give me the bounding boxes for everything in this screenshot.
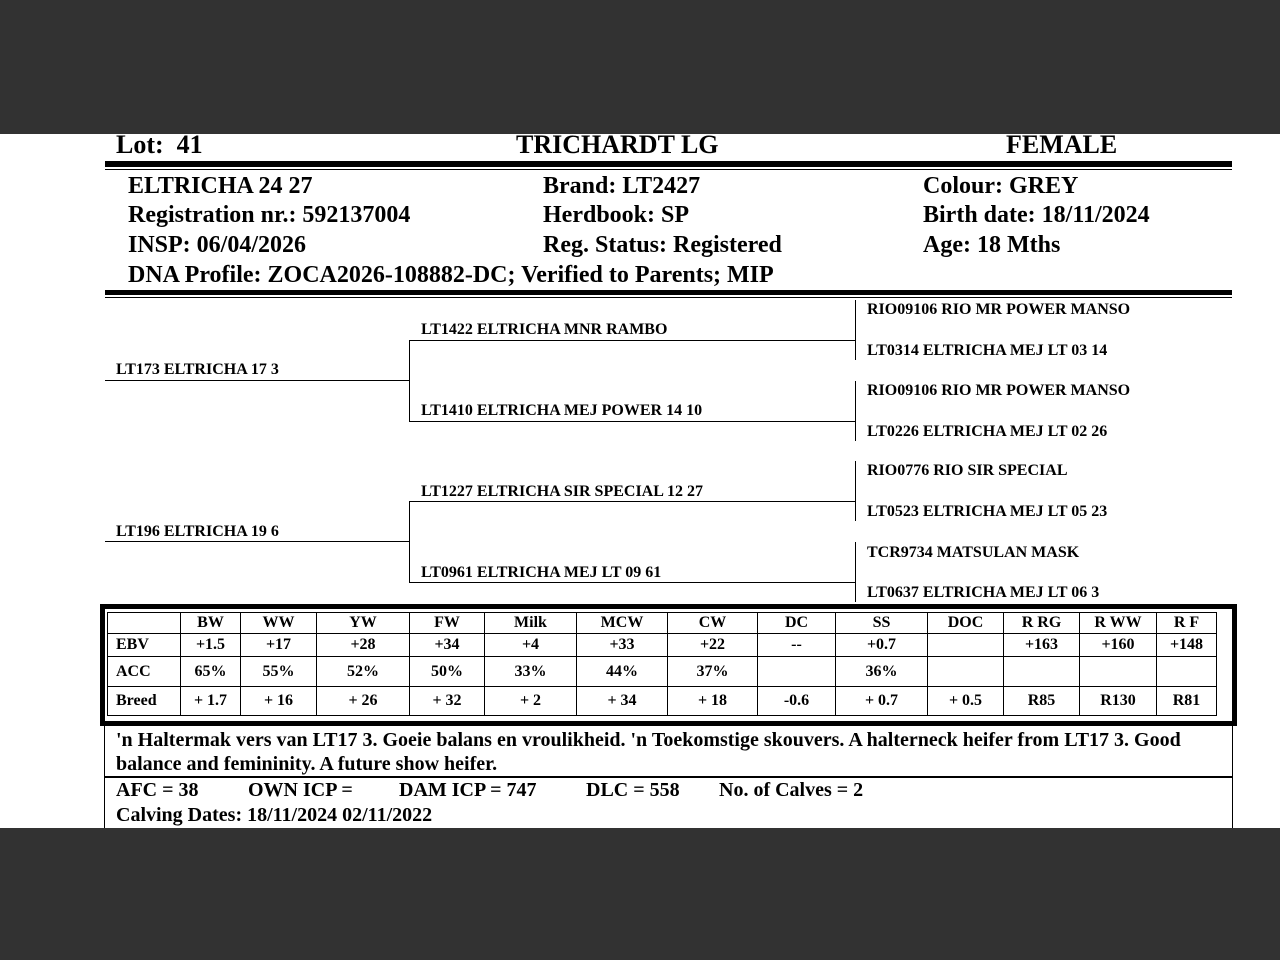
- g3-bracket-3: [855, 461, 856, 521]
- comment-text: 'n Haltermak vers van LT17 3. Goeie balans en vroulikheid. 'n Toekomstige skouvers. A halterneck heifer from LT17 3. Good balance and femininity. A future show heifer.: [116, 729, 1181, 775]
- registration-number: Registration nr.: 592137004: [128, 202, 411, 228]
- inspection-date: INSP: 06/04/2026: [128, 232, 307, 258]
- comment-box: [104, 726, 1233, 777]
- ebv-col-header: [108, 613, 181, 634]
- ebv-col-header: SS: [836, 613, 928, 634]
- ebv-cell: +0.7: [836, 634, 928, 657]
- breed-cell: R85: [1004, 687, 1080, 716]
- header-rule-thick: [105, 161, 1232, 167]
- acc-cell: 55%: [241, 657, 317, 687]
- ebv-col-header: DC: [758, 613, 836, 634]
- breed-cell: R130: [1080, 687, 1157, 716]
- ebv-cell: [928, 634, 1004, 657]
- ebv-cell: --: [758, 634, 836, 657]
- sire-dam-line: [409, 421, 855, 422]
- row-label: ACC: [108, 657, 181, 687]
- breed-row: [108, 687, 1217, 716]
- breed-cell: -0.6: [758, 687, 836, 716]
- ebv-cell: +160: [1080, 634, 1157, 657]
- ebv-cell: +17: [241, 634, 317, 657]
- birth-date: Birth date: 18/11/2024: [923, 202, 1150, 228]
- g3-ancestor-4: LT0226 ELTRICHA MEJ LT 02 26: [867, 423, 1108, 440]
- dam-sire-line: [409, 501, 855, 502]
- dam-icp: DAM ICP = 747: [399, 779, 537, 801]
- breed-cell: + 1.7: [181, 687, 241, 716]
- sire-dam-name: LT1410 ELTRICHA MEJ POWER 14 10: [421, 402, 703, 419]
- ebv-cell: +34: [410, 634, 485, 657]
- acc-row: [108, 657, 1217, 687]
- breed-cell: + 0.5: [928, 687, 1004, 716]
- dlc: DLC = 558: [586, 779, 680, 801]
- own-icp: OWN ICP =: [248, 779, 353, 801]
- ebv-col-header: Milk: [485, 613, 577, 634]
- dam-bracket: [409, 501, 410, 582]
- breeder-name: TRICHARDT LG: [516, 130, 719, 159]
- sire-sire-name: LT1422 ELTRICHA MNR RAMBO: [421, 321, 668, 338]
- ebv-col-header: WW: [241, 613, 317, 634]
- g3-ancestor-2: LT0314 ELTRICHA MEJ LT 03 14: [867, 342, 1108, 359]
- footer-box: [104, 777, 1233, 828]
- ebv-cell: +148: [1157, 634, 1217, 657]
- acc-cell: 52%: [317, 657, 410, 687]
- dam-line: [105, 541, 409, 542]
- acc-cell: [758, 657, 836, 687]
- ebv-col-header: FW: [410, 613, 485, 634]
- ebv-col-header: R WW: [1080, 613, 1157, 634]
- acc-cell: 37%: [668, 657, 758, 687]
- g3-ancestor-8: LT0637 ELTRICHA MEJ LT 06 3: [867, 584, 1100, 601]
- g3-ancestor-6: LT0523 ELTRICHA MEJ LT 05 23: [867, 503, 1108, 520]
- breed-cell: + 26: [317, 687, 410, 716]
- ebv-col-header: R RG: [1004, 613, 1080, 634]
- breed-cell: + 34: [577, 687, 668, 716]
- ebv-col-header: R F: [1157, 613, 1217, 634]
- acc-cell: 33%: [485, 657, 577, 687]
- acc-cell: [1157, 657, 1217, 687]
- lot-label: Lot: 41: [116, 130, 203, 159]
- breed-cell: + 18: [668, 687, 758, 716]
- ebv-col-header: DOC: [928, 613, 1004, 634]
- breed-cell: + 32: [410, 687, 485, 716]
- details-rule-thick: [105, 290, 1232, 295]
- ebv-cell: +28: [317, 634, 410, 657]
- ebv-col-header: BW: [181, 613, 241, 634]
- dam-name: LT196 ELTRICHA 19 6: [116, 523, 279, 540]
- acc-cell: [1080, 657, 1157, 687]
- ebv-cell: +4: [485, 634, 577, 657]
- ebv-row: [108, 634, 1217, 657]
- ebv-col-header: CW: [668, 613, 758, 634]
- dam-sire-name: LT1227 ELTRICHA SIR SPECIAL 12 27: [421, 483, 704, 500]
- sire-sire-line: [409, 340, 855, 341]
- g3-ancestor-7: TCR9734 MATSULAN MASK: [867, 544, 1080, 561]
- lot-page: [0, 130, 1280, 828]
- age: Age: 18 Mths: [923, 232, 1061, 258]
- header-rule-thin: [105, 169, 1232, 170]
- brand: Brand: LT2427: [543, 173, 701, 199]
- g3-ancestor-5: RIO0776 RIO SIR SPECIAL: [867, 462, 1068, 479]
- lot-number: 41: [176, 130, 203, 159]
- g3-bracket-2: [855, 381, 856, 441]
- dna-profile: DNA Profile: ZOCA2026-108882-DC; Verified to Parents; MIP: [128, 262, 774, 288]
- calving-dates: Calving Dates: 18/11/2024 02/11/2022: [116, 804, 433, 826]
- ebv-table: [107, 612, 1217, 716]
- ebv-col-header: MCW: [577, 613, 668, 634]
- colour: Colour: GREY: [923, 173, 1079, 199]
- g3-ancestor-1: RIO09106 RIO MR POWER MANSO: [867, 301, 1131, 318]
- breed-cell: + 16: [241, 687, 317, 716]
- ebv-col-header: YW: [317, 613, 410, 634]
- sire-bracket: [409, 340, 410, 421]
- dam-dam-name: LT0961 ELTRICHA MEJ LT 09 61: [421, 564, 662, 581]
- acc-cell: [1004, 657, 1080, 687]
- breed-cell: + 0.7: [836, 687, 928, 716]
- sire-name: LT173 ELTRICHA 17 3: [116, 361, 279, 378]
- acc-cell: 50%: [410, 657, 485, 687]
- acc-cell: 65%: [181, 657, 241, 687]
- dam-dam-line: [409, 582, 855, 583]
- g3-ancestor-3: RIO09106 RIO MR POWER MANSO: [867, 382, 1131, 399]
- sex-label: FEMALE: [1006, 130, 1118, 159]
- breed-cell: R81: [1157, 687, 1217, 716]
- afc: AFC = 38: [116, 779, 199, 801]
- row-label: Breed: [108, 687, 181, 716]
- g3-bracket-1: [855, 300, 856, 360]
- animal-name: ELTRICHA 24 27: [128, 173, 313, 199]
- acc-cell: [928, 657, 1004, 687]
- ebv-header-row: [108, 613, 1217, 634]
- ebv-cell: +22: [668, 634, 758, 657]
- details-rule-thin: [105, 297, 1232, 298]
- acc-cell: 36%: [836, 657, 928, 687]
- g3-bracket-4: [855, 542, 856, 602]
- acc-cell: 44%: [577, 657, 668, 687]
- number-of-calves: No. of Calves = 2: [719, 779, 864, 801]
- ebv-cell: +163: [1004, 634, 1080, 657]
- sire-line: [105, 380, 409, 381]
- row-label: EBV: [108, 634, 181, 657]
- registration-status: Reg. Status: Registered: [543, 232, 782, 258]
- ebv-cell: +1.5: [181, 634, 241, 657]
- breed-cell: + 2: [485, 687, 577, 716]
- herdbook: Herdbook: SP: [543, 202, 690, 228]
- ebv-cell: +33: [577, 634, 668, 657]
